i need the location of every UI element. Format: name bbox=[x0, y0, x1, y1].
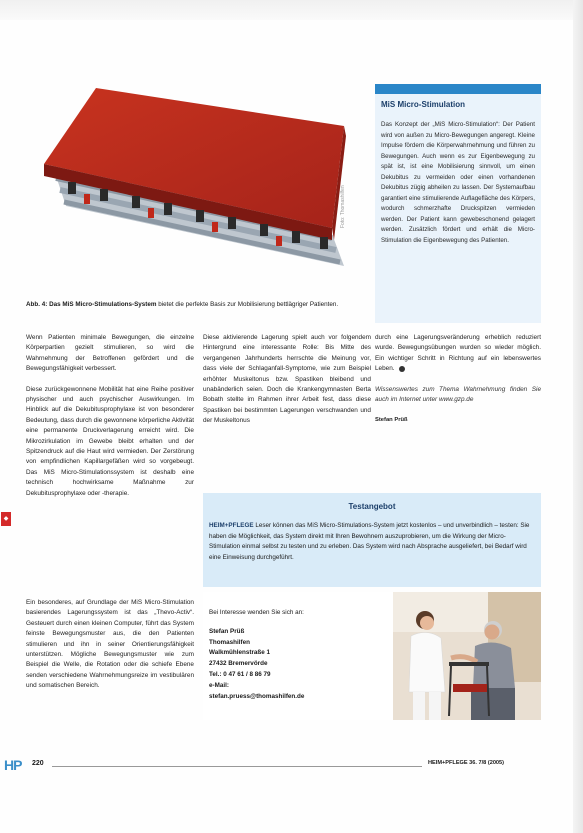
paragraph: Diese zurückgewonnene Mobilität hat eine Reihe positiver physischer und auch psychischer Auswirkungen. Im Hinblick auf die Dekubitusprophylaxe ist von besonderer Bedeutung, dass durch die gewonnene körperliche Aktivität eine permanente Druckverlagerung erreicht wird. Die Mikrozirkulation im Gewebe bleibt erhalten und der Spitzendruck auf die Haut wird vermieden. Der Zerstörung von empfindlichen Kapillargefäßen wird so vorgebeugt. Das MiS Micro-Stimulationssystem ist deshalb eine technisch hochwirksame Maßnahme zur Dekubitusprophylaxe oder -therapie. bbox=[26, 385, 194, 497]
mattress-illustration bbox=[26, 78, 368, 296]
care-photo bbox=[393, 592, 541, 720]
caption-label: Abb. 4: Das MiS Micro-Stimulations-System bbox=[26, 301, 157, 308]
figure-caption bbox=[26, 300, 371, 309]
column-1-lower bbox=[26, 598, 194, 702]
contact-box bbox=[203, 592, 541, 720]
column-3 bbox=[375, 333, 541, 436]
test-offer-text bbox=[209, 521, 535, 563]
contact-company: Thomashilfen bbox=[209, 638, 250, 646]
end-mark-icon bbox=[399, 366, 405, 372]
contact-details bbox=[209, 608, 399, 702]
info-box-title: MiS Micro-Stimulation bbox=[381, 100, 465, 109]
paragraph: Ein besonderes, auf Grundlage der MiS Micro-Stimulation basierendes Lagerungssystem ist das „Thevo-Activ“. Gesteuert durch einen kleinen Computer, führt das System feinste Bewegungsmuster aus, die den Patienten stimulieren und ihn in seiner Orientierungsfähigkeit unterstützen. Mögliche Bewegungsmuster wie zum Beispiel die Welle, die Rotation oder die schiefe Ebene senden verschiedene Wahrnehmungsreize im vestibulären und somatischen Bereich. bbox=[26, 599, 194, 690]
paragraph: Wenn Patienten minimale Bewegungen, die einzelne Körperpartien gezielt stimulieren, so wird die Wahrnehmung der Betroffenen gefördert und die Bewegungsfähigkeit verbessert. bbox=[26, 334, 194, 373]
contact-city: 27432 Bremervörde bbox=[209, 660, 268, 668]
offer-body: Leser können das MiS Micro-Stimulations-System jetzt kostenlos – und unverbindlich – testen: Sie haben die Möglichkeit, das System direkt mit Ihren Bewohnern auszuprobieren, um die Wirkung der Micro-Stimulation einmal selbst zu testen und zu erleben. Das System wird nach Absprache ausgeliefert, bei Bedarf wird eine Einweisung durchgeführt. bbox=[209, 522, 530, 561]
page-footer bbox=[0, 756, 583, 776]
page-number: 220 bbox=[32, 760, 44, 767]
scan-right-edge bbox=[573, 0, 583, 833]
contact-email-label: e-Mail: bbox=[209, 681, 229, 689]
magazine-logo: HP bbox=[4, 757, 22, 773]
paragraph bbox=[375, 333, 541, 375]
brand-name: HEIM+PFLEGE bbox=[209, 522, 254, 529]
paragraph-text: durch eine Lagerungsveränderung erheblich reduziert wurde. Bewegungsübungen wurden so wieder möglich. Ein wichtiger Schritt in Richtung auf ein lebenswertes Leben. bbox=[375, 334, 541, 373]
paragraph: Diese aktivierende Lagerung spielt auch vor folgendem Hintergrund eine interessante Rolle: Bis Mitte des vergangenen Jahrhunderts herrschte die Meinung vor, dass viele der Schlaganfall-Symptome, wie zum Beispiel erhöhter Muskeltonus bzw. Spastiken bleibend und unabänderlich seien. Doch die Krankengymnasten Berta Bobath stellte im Rahmen ihrer Arbeit fest, dass diese Spastiken bei bestimmten Lagerungen verschwanden und der Muskeltonus bbox=[203, 334, 371, 425]
journal-reference: HEIM+PFLEGE 36. 7/8 (2005) bbox=[428, 760, 505, 766]
photo-credit: Foto: Thomashilfen bbox=[340, 185, 346, 228]
info-box bbox=[375, 84, 541, 323]
contact-email[interactable]: stefan.pruess@thomashilfen.de bbox=[209, 692, 305, 700]
contact-intro: Bei Interesse wenden Sie sich an: bbox=[209, 609, 304, 616]
footer-rule bbox=[52, 766, 422, 767]
contact-name: Stefan Prüß bbox=[209, 627, 245, 635]
column-2 bbox=[203, 333, 371, 437]
info-box-text: Das Konzept der „MiS Micro-Stimulation“: Der Patient wird von außen zu Micro-Bewegungen angeregt. Kleine Impulse fördern die Körperwahrnehmung und führen zu Bewegungen. Auch wenn es zur Eigenbewegung zu spät ist, ist eine Mobilisierung sinnvoll, um einen Dekubitus zu vermeiden oder einen vorhandenen Dekubitus zügig abheilen zu lassen. Der Systemaufbau garantiert eine stimulierende Auflagefläche des Körpers, wodurch schmerzhafte Druckspitzen vermieden werden. Der Patient kann gewebeschonend gelagert werden. Zusätzlich fördert und erhält die Micro-Stimulation die Eigenbewegung des Patienten. bbox=[381, 121, 535, 244]
caption-text: bietet die perfekte Basis zur Mobilisierung bettlägriger Patienten. bbox=[156, 301, 339, 308]
mattress-figure bbox=[26, 78, 368, 296]
column-1 bbox=[26, 333, 194, 509]
author-name: Stefan Prüß bbox=[375, 417, 408, 424]
contact-street: Walkmühlenstraße 1 bbox=[209, 649, 271, 657]
web-note: Wissenswertes zum Thema Wahrnehmung finden Sie auch im Internet unter www.gzp.de bbox=[375, 385, 541, 404]
page-marker-icon: ◆ bbox=[1, 512, 11, 526]
test-offer-box bbox=[203, 493, 541, 587]
contact-phone: Tel.: 0 47 61 / 8 86 79 bbox=[209, 670, 271, 678]
scan-top-strip bbox=[0, 0, 583, 20]
test-offer-title: Testangebot bbox=[348, 502, 396, 511]
